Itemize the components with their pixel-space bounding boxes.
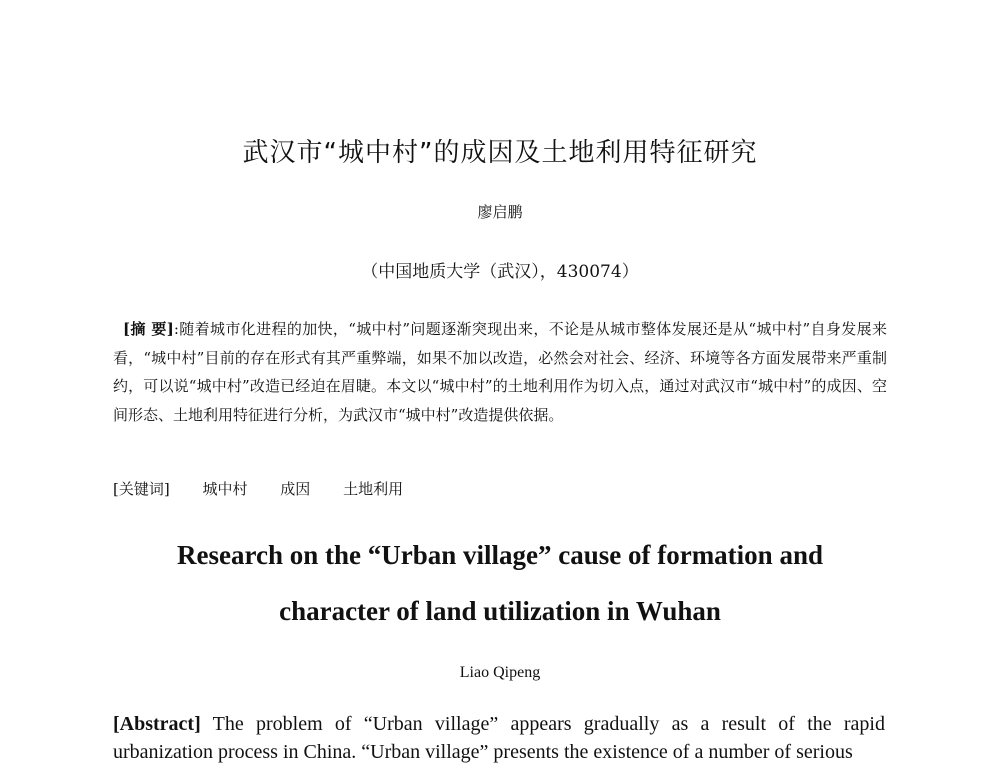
- chinese-keywords: [113, 478, 403, 499]
- chinese-affiliation: （中国地质大学（武汉），430074）: [361, 262, 639, 282]
- english-abstract-text: The problem of “Urban village” appears gradually as a result of the rapid urbanization process in China. “Urban village” presents the existence of a number of serious: [113, 713, 885, 763]
- english-abstract-label: [Abstract]: [113, 713, 201, 735]
- chinese-abstract-text: :随着城市化进程的加快，“城中村”问题逐渐突现出来，不论是从城市整体发展还是从“城中村”自身发展来看，“城中村”目前的存在形式有其严重弊端，如果不加以改造，必然会对社会、经济、环境等各方面发展带来严重制约，可以说“城中村”改造已经迫在眉睫。本文以“城中村”的土地利用作为切入点，通过对武汉市“城中村”的成因、空间形态、土地利用特征进行分析，为武汉市“城中村”改造提供依据。: [113, 320, 888, 424]
- chinese-author: 廖启鹏: [477, 203, 523, 221]
- keyword: 成因: [280, 480, 311, 498]
- english-title-line-2: character of land utilization in Wuhan: [279, 596, 721, 626]
- english-title-line-1: Research on the “Urban village” cause of formation and: [177, 540, 823, 570]
- english-author: Liao Qipeng: [459, 664, 541, 681]
- chinese-keywords-label: [关键词]: [113, 480, 170, 498]
- chinese-title: 武汉市“城中村”的成因及土地利用特征研究: [242, 138, 758, 168]
- chinese-abstract-label: [摘 要]: [123, 320, 174, 338]
- keyword: 土地利用: [343, 480, 404, 498]
- chinese-abstract: [113, 315, 887, 429]
- keyword: 城中村: [202, 480, 248, 498]
- english-abstract: [113, 710, 885, 766]
